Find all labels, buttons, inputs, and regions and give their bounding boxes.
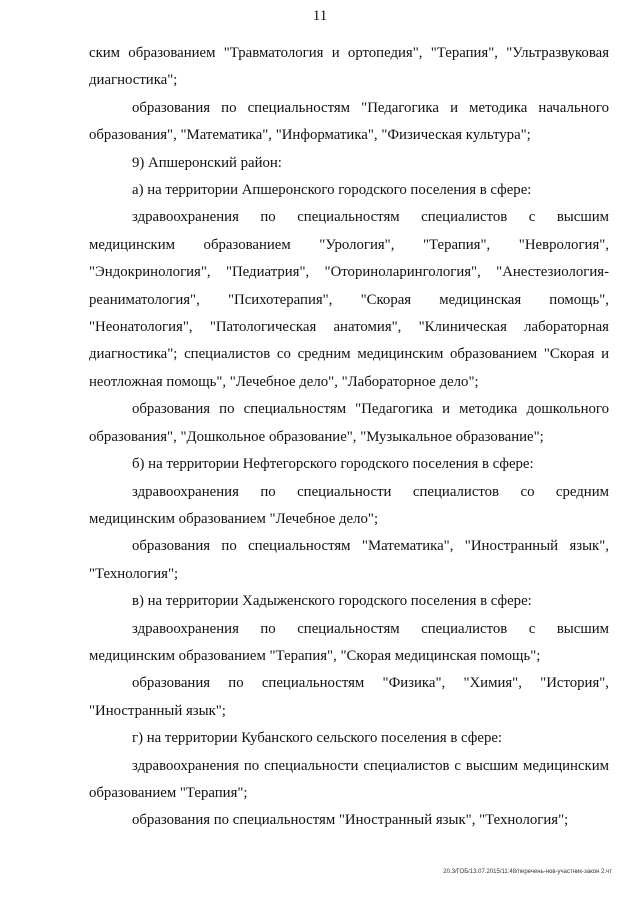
paragraph-education-1: образования по специальностям "Педагогика и методика начального образования", "Математика", "Информатика", "Физическая культура"; xyxy=(89,99,609,144)
paragraph-subsection-v: в) на территории Хадыженского городского поселения в сфере: xyxy=(132,593,532,610)
paragraph-subsection-a: а) на территории Апшеронского городского поселения в сфере: xyxy=(132,182,532,199)
paragraph-subsection-b: б) на территории Нефтегорского городского поселения в сфере: xyxy=(132,456,534,473)
paragraph-healthcare-b: здравоохранения по специальности специалистов со средним медицинским образованием "Лечебное дело"; xyxy=(89,483,609,527)
document-body xyxy=(89,40,609,835)
page-number: 11 xyxy=(312,8,328,24)
paragraph-education-v: образования по специальностям "Физика", "Химия", "История", "Иностранный язык"; xyxy=(89,675,609,719)
paragraph-healthcare-v: здравоохранения по специальностям специалистов с высшим медицинским образованием "Терапия", "Скорая медицинская помощь"; xyxy=(89,620,609,664)
document-footer: 20.3/ГОБ/13.07.2015/11:48/перечень-нов-участник-закон 2.чт xyxy=(443,869,612,875)
paragraph-education-b: образования по специальностям "Математика", "Иностранный язык", "Технология"; xyxy=(89,538,609,582)
paragraph-healthcare-a: здравоохранения по специальностям специалистов с высшим медицинским образованием "Урология", "Терапия", "Неврология", "Эндокринология", "Педиатрия", "Оториноларингология", "Анестезиология-реаниматология", "Психотерапия", "Скорая медицинская помощь", "Неонатология", "Патологическая анатомия", "Клиническая лабораторная диагностика"; специалистов со средним медицинским образованием "Скорая и неотложная помощь", "Лечебное дело", "Лабораторное дело"; xyxy=(89,209,609,390)
paragraph-district-heading: 9) Апшеронский район: xyxy=(132,154,282,171)
paragraph-education-g: образования по специальностям "Иностранный язык", "Технология"; xyxy=(132,812,569,829)
paragraph-education-a: образования по специальностям "Педагогика и методика дошкольного образования", "Дошкольное образование", "Музыкальное образование"; xyxy=(89,401,609,445)
paragraph-subsection-g: г) на территории Кубанского сельского поселения в сфере: xyxy=(132,730,503,747)
paragraph-continuation: ским образованием "Травматология и ортопедия", "Терапия", "Ультразвуковая диагностика"; xyxy=(89,45,609,89)
paragraph-healthcare-g: здравоохранения по специальности специалистов с высшим медицинским образованием "Терапия"; xyxy=(89,757,609,801)
